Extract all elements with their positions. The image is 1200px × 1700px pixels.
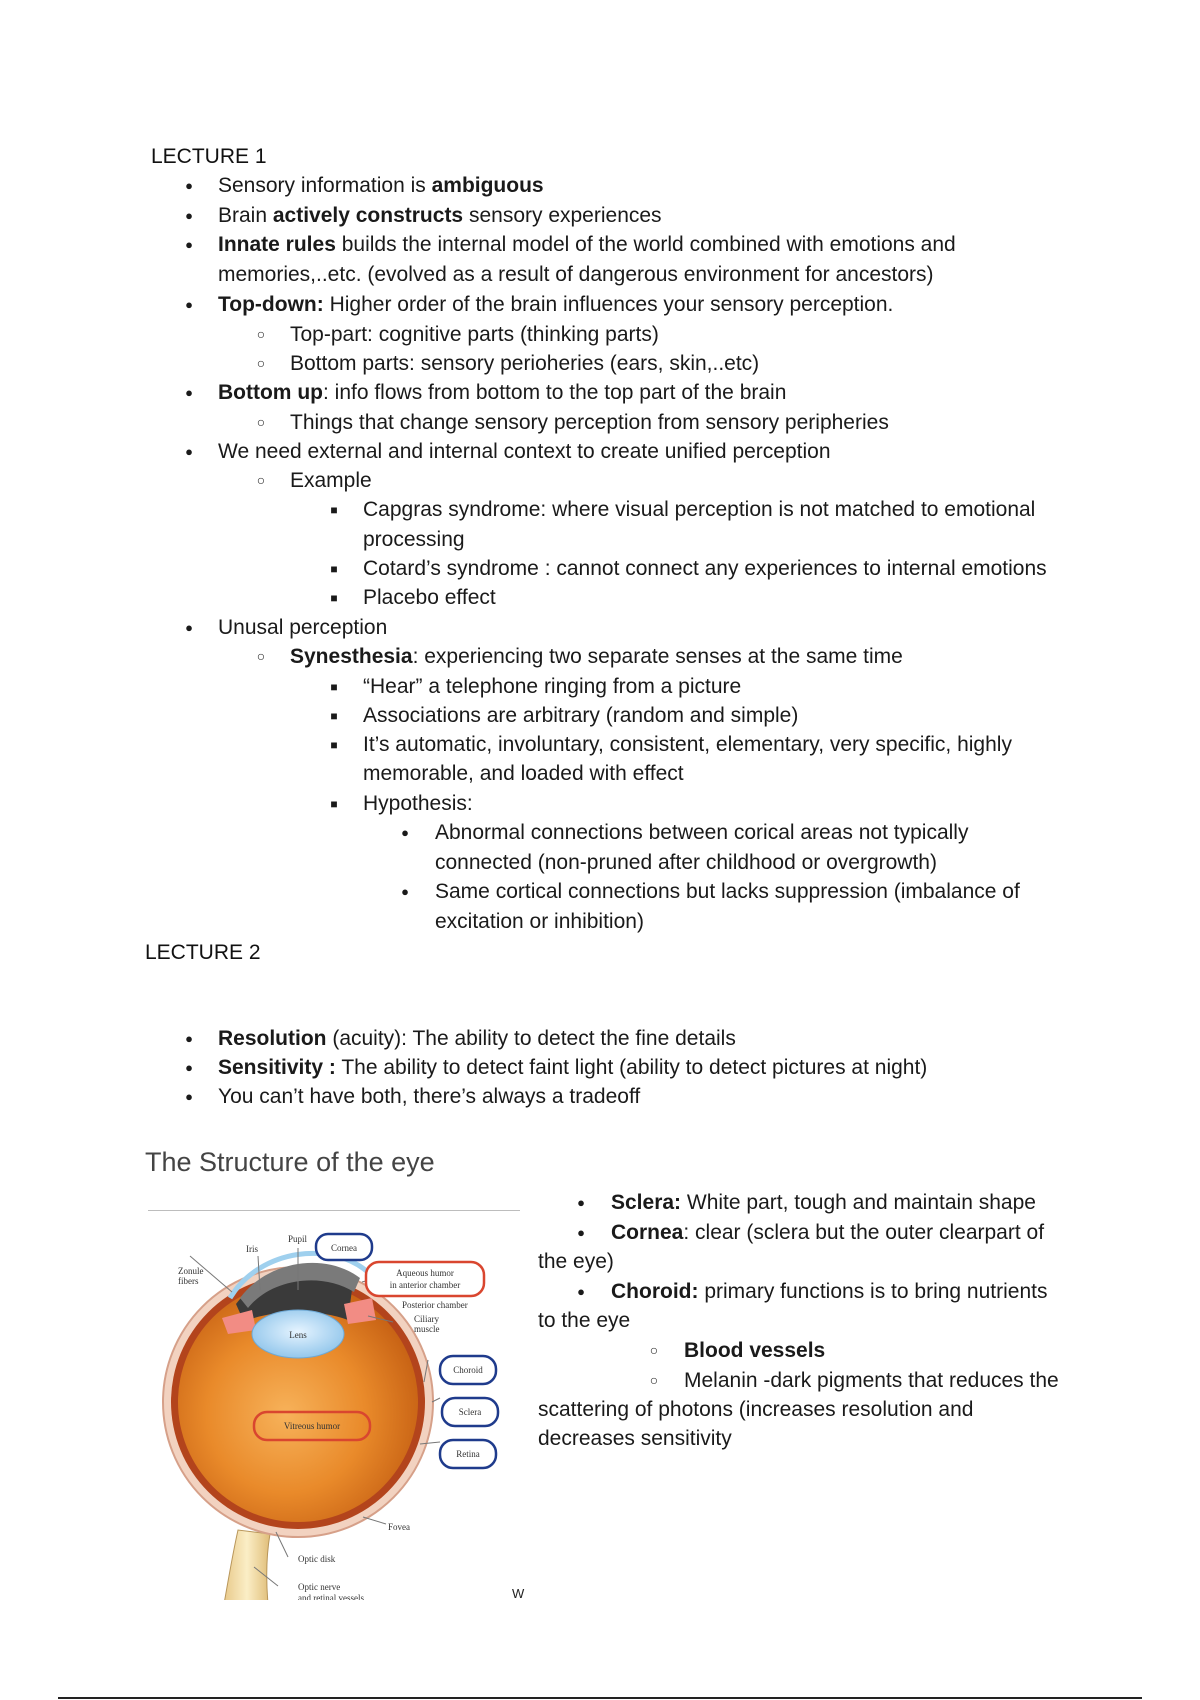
bullet-square <box>325 495 343 527</box>
section-title: The Structure of the eye <box>145 1147 435 1177</box>
bullet-circle <box>252 466 270 497</box>
label-sclera: Sclera <box>458 1407 482 1417</box>
item-text: : clear (sclera but the outer clearpart of <box>683 1221 1045 1244</box>
list-item-continuation: the eye) <box>538 1250 614 1273</box>
list-item <box>218 201 662 231</box>
item-bold-text: Innate rules <box>218 233 336 256</box>
item-text: : info flows from bottom to the top part of the brain <box>322 381 787 404</box>
bullet-circle <box>252 642 270 673</box>
bullet-disc <box>396 877 414 909</box>
bottom-rule <box>58 1697 1142 1699</box>
label-optic-nerve-2: and retinal vessels <box>298 1593 364 1600</box>
list-item: Unusal perception <box>218 616 388 639</box>
list-item: Melanin -dark pigments that reduces the <box>684 1369 1059 1392</box>
item-bold-text: Sensitivity : <box>218 1056 336 1079</box>
list-item-continuation: processing <box>363 528 465 551</box>
leader-line <box>363 1517 386 1524</box>
item-bold-text: Sclera: <box>611 1191 682 1214</box>
list-item <box>684 1336 825 1366</box>
item-bold-text: ambiguous <box>431 174 544 197</box>
list-item: Capgras syndrome: where visual perception is not matched to emotional <box>363 498 1036 521</box>
bullet-circle <box>645 1366 663 1397</box>
bullet-disc <box>180 1053 198 1085</box>
item-bold-text: Choroid: <box>611 1280 699 1303</box>
label-iris: Iris <box>246 1244 258 1254</box>
label-aqueous-2: in anterior chamber <box>389 1280 461 1290</box>
list-item: You can’t have both, there’s always a tradeoff <box>218 1085 641 1108</box>
item-text: Sensory information is <box>218 174 432 197</box>
bullet-square <box>325 583 343 615</box>
list-item: Hypothesis: <box>363 792 473 815</box>
bullet-disc <box>180 201 198 233</box>
bullet-square <box>325 554 343 586</box>
bullet-disc <box>180 1082 198 1114</box>
item-bold-text: Blood vessels <box>684 1339 826 1362</box>
list-item <box>218 378 786 408</box>
bullet-circle <box>252 349 270 380</box>
label-optic-nerve-1: Optic nerve <box>298 1582 341 1592</box>
item-text: builds the internal model of the world combined with emotions and <box>335 233 956 256</box>
list-item <box>218 230 956 260</box>
list-item <box>218 1053 927 1083</box>
item-bold-text: actively constructs <box>272 204 464 227</box>
item-text: White part, tough and maintain shape <box>681 1191 1036 1214</box>
list-item: It’s automatic, involuntary, consistent, elementary, very specific, highly <box>363 733 1012 756</box>
label-pupil: Pupil <box>288 1234 308 1244</box>
label-lens: Lens <box>289 1330 307 1340</box>
bullet-disc <box>572 1218 590 1250</box>
list-item <box>218 1024 736 1054</box>
list-item-continuation: connected (non-pruned after childhood or overgrowth) <box>435 851 937 874</box>
list-item: Bottom parts: sensory perioheries (ears, skin,..etc) <box>290 352 760 375</box>
label-vitreous: Vitreous humor <box>283 1421 341 1431</box>
bullet-disc <box>180 613 198 645</box>
eye-diagram <box>148 1212 520 1600</box>
item-bold-text: Top-down: <box>218 293 324 316</box>
bullet-disc <box>396 818 414 850</box>
label-ciliary-2: muscle <box>414 1324 440 1334</box>
label-aqueous-1: Aqueous humor <box>396 1268 454 1278</box>
list-item: Placebo effect <box>363 586 496 609</box>
list-item: Example <box>290 469 372 492</box>
list-item <box>218 290 893 320</box>
list-item-continuation: memories,..etc. (evolved as a result of dangerous environment for ancestors) <box>218 263 934 286</box>
label-optic-disk: Optic disk <box>298 1554 336 1564</box>
list-item: We need external and internal context to create unified perception <box>218 440 831 463</box>
bullet-disc <box>180 230 198 262</box>
bullet-square <box>325 672 343 704</box>
list-item-continuation: decreases sensitivity <box>538 1427 732 1450</box>
optic-nerve-shape <box>224 1530 270 1600</box>
list-item: Cotard’s syndrome : cannot connect any experiences to internal emotions <box>363 557 1047 580</box>
list-item <box>290 642 903 672</box>
bullet-square <box>325 701 343 733</box>
item-text: The ability to detect faint light (ability to detect pictures at night) <box>335 1056 928 1079</box>
bullet-disc <box>572 1277 590 1309</box>
list-item: Associations are arbitrary (random and simple) <box>363 704 799 727</box>
list-item: “Hear” a telephone ringing from a picture <box>363 675 742 698</box>
bullet-disc <box>180 290 198 322</box>
list-item: Same cortical connections but lacks suppression (imbalance of <box>435 880 1020 903</box>
label-ciliary-1: Ciliary <box>414 1314 439 1324</box>
bullet-disc <box>180 437 198 469</box>
label-zonule-2: fibers <box>178 1276 199 1286</box>
list-item <box>611 1218 1044 1248</box>
list-item <box>611 1188 1036 1218</box>
list-item-continuation: to the eye <box>538 1309 631 1332</box>
list-item-continuation: excitation or inhibition) <box>435 910 644 933</box>
label-posterior-chamber: Posterior chamber <box>402 1300 468 1310</box>
bullet-circle <box>645 1336 663 1367</box>
bullet-square <box>325 789 343 821</box>
lecture-1-heading: LECTURE 1 <box>151 145 267 168</box>
bullet-circle <box>252 408 270 439</box>
bullet-circle <box>252 320 270 351</box>
bullet-disc <box>572 1188 590 1220</box>
list-item: Top-part: cognitive parts (thinking parts) <box>290 323 659 346</box>
list-item-continuation: memorable, and loaded with effect <box>363 762 684 785</box>
list-item <box>218 171 544 201</box>
label-choroid: Choroid <box>453 1365 483 1375</box>
item-bold-text: Synesthesia <box>290 645 413 668</box>
list-item: Abnormal connections between corical areas not typically <box>435 821 969 844</box>
item-bold-text: Bottom up <box>218 381 323 404</box>
eye-diagram-svg <box>148 1212 520 1600</box>
bullet-disc <box>180 1024 198 1056</box>
item-text: Higher order of the brain influences your sensory perception. <box>323 293 894 316</box>
stray-mark: W <box>512 1586 525 1601</box>
item-text: sensory experiences <box>463 204 662 227</box>
item-bold-text: Resolution <box>218 1027 327 1050</box>
bullet-disc <box>180 171 198 203</box>
bullet-disc <box>180 378 198 410</box>
item-text: (acuity): The ability to detect the fine details <box>326 1027 736 1050</box>
image-top-border <box>148 1210 520 1211</box>
label-cornea: Cornea <box>331 1243 357 1253</box>
bullet-square <box>325 730 343 762</box>
item-text: primary functions is to bring nutrients <box>698 1280 1048 1303</box>
item-bold-text: Cornea <box>611 1221 684 1244</box>
label-retina: Retina <box>456 1449 480 1459</box>
list-item: Things that change sensory perception from sensory peripheries <box>290 411 889 434</box>
label-fovea: Fovea <box>388 1522 410 1532</box>
item-text: : experiencing two separate senses at the same time <box>412 645 903 668</box>
list-item <box>611 1277 1047 1307</box>
item-text: Brain <box>218 204 273 227</box>
lecture-2-heading: LECTURE 2 <box>145 941 261 964</box>
label-zonule-1: Zonule <box>178 1266 204 1276</box>
list-item-continuation: scattering of photons (increases resolution and <box>538 1398 974 1421</box>
